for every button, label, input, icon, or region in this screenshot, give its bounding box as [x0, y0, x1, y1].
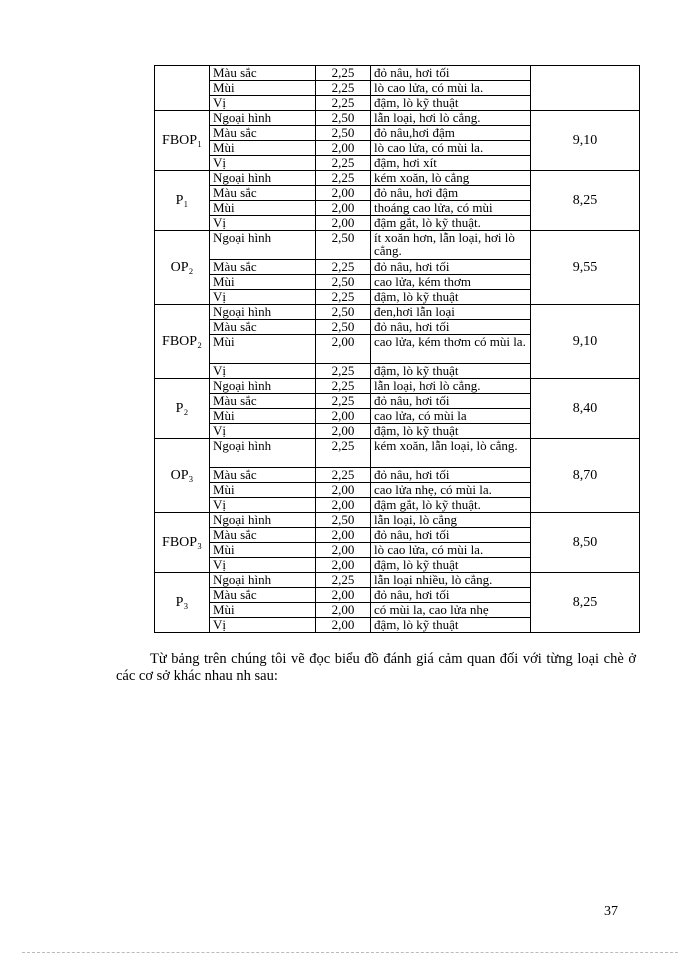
criterion-cell: Vị [210, 156, 316, 171]
criterion-cell: Ngoại hình [210, 231, 316, 260]
description-cell: lẫn loại, hơi lò cẳng. [371, 111, 531, 126]
description-cell: kém xoăn, lẫn loại, lò cẳng. [371, 439, 531, 468]
criterion-cell: Mùi [210, 275, 316, 290]
criterion-cell: Mùi [210, 81, 316, 96]
criterion-cell: Màu sắc [210, 126, 316, 141]
criterion-cell: Màu sắc [210, 528, 316, 543]
description-cell: đậm gắt, lò kỹ thuật. [371, 498, 531, 513]
criterion-cell: Màu sắc [210, 260, 316, 275]
description-cell: đậm, lò kỹ thuật [371, 96, 531, 111]
description-cell: đậm gắt, lò kỹ thuật. [371, 216, 531, 231]
sample-code-cell: FBOP₃ [155, 513, 210, 573]
description-cell: lẫn loại, lò cẳng [371, 513, 531, 528]
criterion-cell: Vị [210, 290, 316, 305]
criterion-cell: Vị [210, 558, 316, 573]
description-cell: lẫn loại nhiều, lò cẳng. [371, 573, 531, 588]
description-cell: đen,hơi lẫn loại [371, 305, 531, 320]
total-score-cell: 8,25 [531, 171, 640, 231]
criterion-cell: Mùi [210, 141, 316, 156]
table-row [155, 231, 640, 260]
sample-code-cell: P₃ [155, 573, 210, 633]
table-row [155, 513, 640, 528]
score-cell: 2,25 [316, 439, 371, 468]
description-cell: đỏ nâu, hơi tối [371, 528, 531, 543]
description-cell: đậm, hơi xít [371, 156, 531, 171]
score-cell: 2,25 [316, 364, 371, 379]
score-cell: 2,00 [316, 588, 371, 603]
total-score-cell: 8,50 [531, 513, 640, 573]
sample-code-cell [155, 66, 210, 111]
criterion-cell: Mùi [210, 483, 316, 498]
score-cell: 2,25 [316, 573, 371, 588]
table-row [155, 305, 640, 320]
criterion-cell: Ngoại hình [210, 573, 316, 588]
score-cell: 2,00 [316, 498, 371, 513]
description-cell: đỏ nâu, hơi đậm [371, 186, 531, 201]
description-cell: thoáng cao lửa, có mùi [371, 201, 531, 216]
score-cell: 2,50 [316, 126, 371, 141]
score-cell: 2,00 [316, 558, 371, 573]
score-cell: 2,25 [316, 379, 371, 394]
description-cell: kém xoăn, lò cẳng [371, 171, 531, 186]
score-cell: 2,25 [316, 171, 371, 186]
criterion-cell: Ngoại hình [210, 439, 316, 468]
table-row [155, 111, 640, 126]
score-cell: 2,25 [316, 260, 371, 275]
table-row [155, 439, 640, 468]
table-row [155, 171, 640, 186]
description-cell: đậm, lò kỹ thuật [371, 558, 531, 573]
criterion-cell: Màu sắc [210, 320, 316, 335]
table-row [155, 379, 640, 394]
score-cell: 2,00 [316, 603, 371, 618]
description-cell: có mùi la, cao lửa nhẹ [371, 603, 531, 618]
score-cell: 2,25 [316, 66, 371, 81]
page-bottom-rule [22, 952, 678, 953]
score-cell: 2,25 [316, 394, 371, 409]
score-cell: 2,00 [316, 618, 371, 633]
table-row [155, 573, 640, 588]
sample-code-cell: P₂ [155, 379, 210, 439]
total-score-cell: 9,55 [531, 231, 640, 305]
score-cell: 2,25 [316, 81, 371, 96]
body-paragraph [116, 651, 636, 685]
paragraph-text: Từ bảng trên chúng tôi vẽ đọc biểu đồ đánh giá cảm quan đối với từng loại chè ở các cơ sở khác nhau nh sau: [116, 651, 636, 684]
criterion-cell: Vị [210, 618, 316, 633]
description-cell: đỏ nâu, hơi tối [371, 588, 531, 603]
criterion-cell: Mùi [210, 603, 316, 618]
score-cell: 2,50 [316, 111, 371, 126]
total-score-cell: 9,10 [531, 111, 640, 171]
total-score-cell: 9,10 [531, 305, 640, 379]
criterion-cell: Màu sắc [210, 66, 316, 81]
criterion-cell: Vị [210, 216, 316, 231]
score-cell: 2,50 [316, 275, 371, 290]
score-cell: 2,50 [316, 513, 371, 528]
score-cell: 2,25 [316, 290, 371, 305]
criterion-cell: Ngoại hình [210, 111, 316, 126]
criterion-cell: Mùi [210, 543, 316, 558]
criterion-cell: Màu sắc [210, 468, 316, 483]
criterion-cell: Màu sắc [210, 186, 316, 201]
description-cell: lò cao lửa, có mùi la. [371, 543, 531, 558]
criterion-cell: Vị [210, 96, 316, 111]
description-cell: cao lửa, kém thơm có mùi la. [371, 335, 531, 364]
description-cell: cao lửa, kém thơm [371, 275, 531, 290]
description-cell: đỏ nâu, hơi tối [371, 260, 531, 275]
description-cell: cao lửa, có mùi la [371, 409, 531, 424]
sample-code-cell: OP₃ [155, 439, 210, 513]
score-cell: 2,25 [316, 468, 371, 483]
score-cell: 2,00 [316, 186, 371, 201]
criterion-cell: Ngoại hình [210, 305, 316, 320]
score-cell: 2,00 [316, 335, 371, 364]
description-cell: đậm, lò kỹ thuật [371, 364, 531, 379]
score-cell: 2,00 [316, 216, 371, 231]
description-cell: đậm, lò kỹ thuật [371, 424, 531, 439]
total-score-cell: 8,25 [531, 573, 640, 633]
score-cell: 2,00 [316, 141, 371, 156]
score-cell: 2,50 [316, 320, 371, 335]
score-cell: 2,00 [316, 409, 371, 424]
criterion-cell: Mùi [210, 335, 316, 364]
description-cell: ít xoăn hơn, lẫn loại, hơi lò cẳng. [371, 231, 531, 260]
description-cell: lò cao lửa, có mùi la. [371, 81, 531, 96]
description-cell: lẫn loại, hơi lò cẳng. [371, 379, 531, 394]
criterion-cell: Màu sắc [210, 588, 316, 603]
score-cell: 2,00 [316, 528, 371, 543]
description-cell: đậm, lò kỹ thuật [371, 290, 531, 305]
criterion-cell: Mùi [210, 409, 316, 424]
description-cell: đỏ nâu,hơi đậm [371, 126, 531, 141]
score-cell: 2,00 [316, 424, 371, 439]
score-cell: 2,00 [316, 201, 371, 216]
criterion-cell: Vị [210, 498, 316, 513]
criterion-cell: Ngoại hình [210, 171, 316, 186]
score-cell: 2,25 [316, 156, 371, 171]
score-cell: 2,00 [316, 483, 371, 498]
sample-code-cell: OP₂ [155, 231, 210, 305]
description-cell: đỏ nâu, hơi tối [371, 394, 531, 409]
criterion-cell: Mùi [210, 201, 316, 216]
total-score-cell: 8,40 [531, 379, 640, 439]
description-cell: đậm, lò kỹ thuật [371, 618, 531, 633]
sample-code-cell: P₁ [155, 171, 210, 231]
total-score-cell [531, 66, 640, 111]
score-cell: 2,00 [316, 543, 371, 558]
description-cell: lò cao lửa, có mùi la. [371, 141, 531, 156]
total-score-cell: 8,70 [531, 439, 640, 513]
page-number: 37 [604, 904, 618, 919]
description-cell: đỏ nâu, hơi tối [371, 320, 531, 335]
score-cell: 2,50 [316, 231, 371, 260]
score-cell: 2,50 [316, 305, 371, 320]
criterion-cell: Màu sắc [210, 394, 316, 409]
description-cell: đỏ nâu, hơi tối [371, 468, 531, 483]
criterion-cell: Vị [210, 364, 316, 379]
sample-code-cell: FBOP₂ [155, 305, 210, 379]
criterion-cell: Ngoại hình [210, 379, 316, 394]
description-cell: đỏ nâu, hơi tối [371, 66, 531, 81]
description-cell: cao lửa nhẹ, có mùi la. [371, 483, 531, 498]
criterion-cell: Vị [210, 424, 316, 439]
score-cell: 2,25 [316, 96, 371, 111]
sensory-evaluation-table [154, 65, 640, 633]
table-row [155, 66, 640, 81]
criterion-cell: Ngoại hình [210, 513, 316, 528]
sample-code-cell: FBOP₁ [155, 111, 210, 171]
